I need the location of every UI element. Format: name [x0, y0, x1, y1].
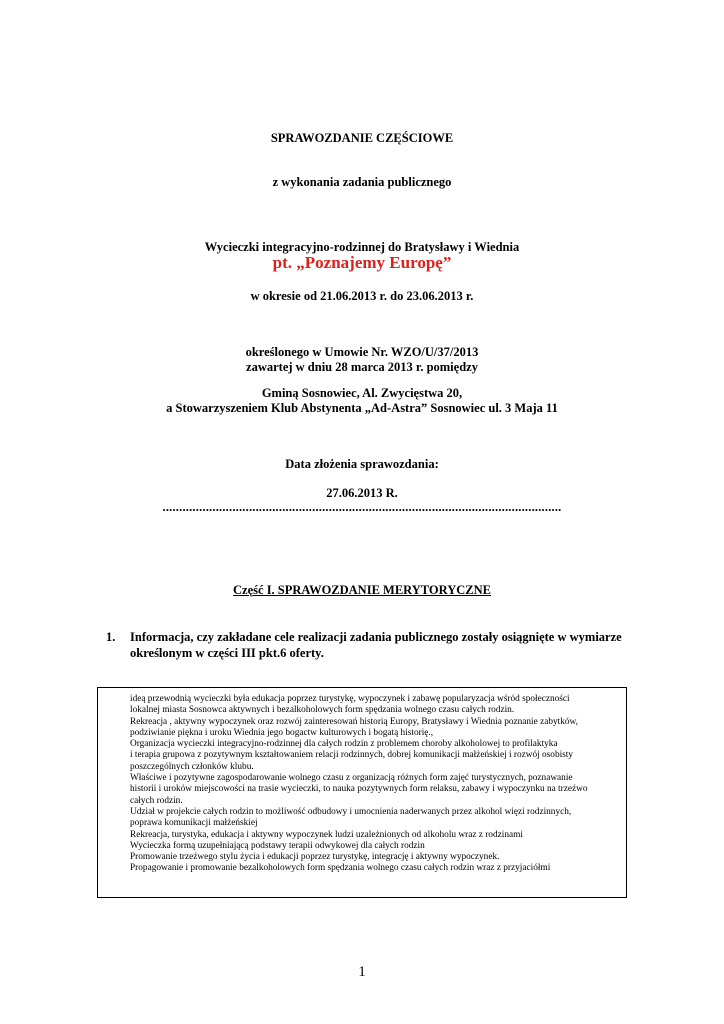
question-1-number: 1.: [106, 630, 116, 644]
question-1-text: Informacja, czy zakładane cele realizacji zadania publicznego zostały osiągnięte w wymiarze określonym w części III pkt.6 oferty.: [130, 630, 622, 660]
report-title: SPRAWOZDANIE CZĘŚCIOWE: [270, 131, 454, 145]
task-period: w okresie od 21.06.2013 r. do 23.06.2013 r.: [250, 289, 474, 303]
task-name: Wycieczki integracyjno-rodzinnej do Bratysławy i Wiednia: [204, 240, 520, 254]
answer-line: lokalnej miasta Sosnowca aktywnych i bezalkoholowych form spędzania wolnego czasu całych rodzin.: [130, 705, 515, 716]
agreement-line-1: określonego w Umowie Nr. WZO/U/37/2013: [245, 345, 479, 359]
answer-text: [130, 694, 587, 875]
answer-line: Promowanie trzeźwego stylu życia i edukacji poprzez turystykę, integrację i aktywny wypoczynek.: [130, 852, 500, 863]
answer-line: podziwianie piękna i uroku Wiednia jego bogactw kulturowych i bogatą historię.,: [130, 727, 434, 738]
answer-line: Właściwe i pozytywne zagospodarowanie wolnego czasu z organizacją różnych form zajęć turystycznych, poznawanie: [130, 773, 573, 784]
submission-label: Data złożenia sprawozdania:: [285, 457, 439, 471]
answer-line: całych rodzin.: [130, 795, 183, 806]
part1-heading-wrap: [0, 583, 724, 598]
answer-line: Rekreacja , aktywny wypoczynek oraz rozwój zainteresowań historią Europy, Bratysławy i Wiednia poznanie zabytków,: [130, 716, 578, 727]
answer-line: Wycieczka formą uzupełniającą podstawy terapii odwykowej dla całych rodzin: [130, 840, 425, 851]
answer-line: Organizacja wycieczki integracyjno-rodzinnej dla całych rodzin z problemem choroby alkoholowej to profilaktyka: [130, 739, 558, 750]
answer-line: ideą przewodnią wycieczki była edukacja poprzez turystykę, wypoczynek i zabawę popularyzacja wśród społeczności: [130, 694, 570, 704]
answer-box: [97, 687, 627, 898]
answer-line: poprawa komunikacji małżeńskiej: [130, 818, 258, 829]
agreement-line-2: zawartej w dniu 28 marca 2013 r. pomiędzy: [246, 360, 478, 374]
submission-date: 27.06.2013 R.: [326, 486, 398, 500]
part1-heading: Część I. SPRAWOZDANIE MERYTORYCZNE: [233, 583, 491, 597]
page-number: 1: [358, 964, 366, 980]
agreement-party-2: a Stowarzyszeniem Klub Abstynenta „Ad-Astra” Sosnowiec ul. 3 Maja 11: [166, 401, 558, 415]
agreement-party-1: Gminą Sosnowiec, Al. Zwycięstwa 20,: [261, 386, 463, 400]
answer-line: i terapia grupowa z pozytywnym kształtowaniem relacji rodzinnych, dobrej komunikacji małżeńskiej i rozwój osobisty: [130, 750, 574, 761]
signature-dotted-line: ........................................................................................................................: [162, 500, 562, 514]
report-subtitle: z wykonania zadania publicznego: [272, 175, 452, 189]
answer-line: Propagowanie i promowanie bezalkoholowych form spędzania wolnego czasu całych rodzin wraz z przyjaciółmi: [130, 863, 551, 874]
answer-line: Rekreacja, turystyka, edukacja i aktywny wypoczynek ludzi uzależnionych od alkoholu wraz z rodzinami: [130, 829, 523, 840]
answer-line: historii i uroków miejscowości na trasie wycieczki, to nauka pozytywnych form relaksu, zabawy i wypoczynku na trzeźwo: [130, 784, 588, 795]
task-motto: pt. „Poznajemy Europę”: [272, 253, 452, 272]
answer-line: Udział w projekcie całych rodzin to możliwość odbudowy i umocnienia naderwanych przez alkohol więzi rodzinnych,: [130, 806, 572, 817]
answer-line: poszczególnych członków klubu.: [130, 761, 254, 772]
